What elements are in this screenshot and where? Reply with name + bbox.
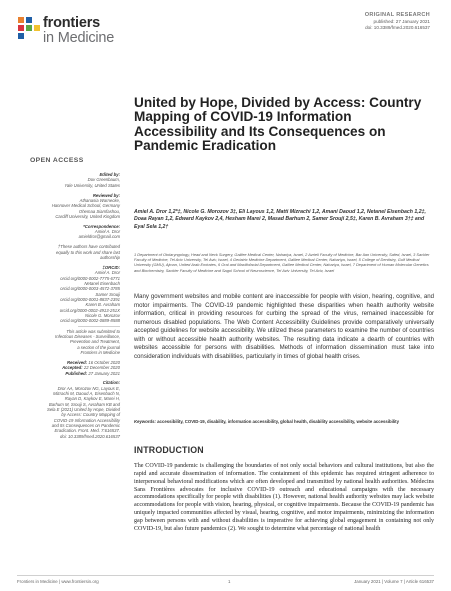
specialty-note: a section of the journal [77,344,120,350]
article-sidebar [28,172,120,439]
keywords [134,419,434,425]
reviewer-name: Ohemaa Siamfashou, [78,208,120,214]
citation-label: Citation: [102,380,120,386]
specialty-note: Frontiers in Medicine [80,349,120,355]
abstract-text: Many government websites and mobile content are inaccessible for people with vision, hearing, cognitive, and motor impairments. The COVID-19 pandemic highlighted these disparities when health authority website information, critical in providing resources for curbing the spread of the virus, remained inaccessible for numerous disabled populations. The Web Content Accessibility Guidelines provide comparatively universally accepted guidelines for website accessibility. We utilized these parameters to examine the number of countries with or without accessible health authority websites. The resulting data indicate a dearth of countries with websites accessible for persons with disabilities. Methods of information dissemination must take into consideration individuals with disabilities, particularly in times of global health crises. [134,293,434,360]
citation-line: COVID-19 Information Accessibility [53,417,120,423]
article-title: United by Hope, Divided by Access: Country Mapping of COVID-19 Information Accessibility and Its Consequences on Pandemic Eradication [134,95,422,154]
page-number: 1 [228,579,231,584]
section-heading-introduction: INTRODUCTION [134,445,204,455]
citation-line: Dror AA, Morozov NG, Layous E, [57,385,120,391]
reviewed-by-label: Reviewed by: [92,192,120,198]
journal-logo[interactable] [17,14,127,46]
orcid-link[interactable]: orcid.org/0000-0002-7775-6771 [60,275,120,281]
equal-contribution-note: †These authors have contributed [57,244,120,250]
equal-contribution-note: authorship [100,254,120,260]
journal-name: frontiers [43,15,101,31]
affiliations: 1 Department of Otolaryngology, Head and Neck Surgery, Galilee Medical Center, Nahariya, Israel, 2 Azrieli Faculty of Medicine, Bar-Ilan University, Safed, Israel, 3 Sackler Faculty of Medicine, Tel Aviv University, Tel Aviv, Israel, 4 Geriatric Medicine Department, Galilee Medical Center, Nahariya, Israel, 5 College of Dentistry, Gulf Medical University (GMU), Ajman, United Arab Emirates, 6 Oral and Maxillofacial Department, Galilee Medical Center, Nahariya, Israel, 7 Department of Human Molecular Genetics and Biochemistry, Sackler Faculty of Medicine and Sagol School of Neuroscience, Tel Aviv University, Tel Aviv, Israel [134,252,430,273]
received-label: Received: [67,359,88,365]
journal-subname: in Medicine [43,30,115,46]
orcid-author: Netanel Eisenbach [84,280,120,286]
received-value: 16 October 2020 [88,359,120,365]
author-list: Amiel A. Dror 1,2*‡, Nicole G. Morozov 3‡, Eli Layous 1,2, Matti Mizrachi 1,2, Amani Daoud 1,2, Netanel Eisenbach 1,2‡, Doaa Rayan 1,2, Edward Kaykov 2,4, Hesham Marei 2, Masad Barhum 2, Samer Srouji 2,5‡, Karen B. Avraham 3†‡ and Eyal Sela 1,2† [134,209,426,230]
orcid-author: Samer Srouji [95,291,120,297]
frontiers-logo-icon [17,16,41,40]
orcid-label: ‡ORCID: [102,264,120,270]
orcid-link[interactable]: orcid.org/0000-0002-0889-8588 [60,318,120,324]
editor-name: Dov Greenbaum, [87,177,120,183]
orcid-link[interactable]: orcid.org/0000-0001-8837-2391 [60,296,120,302]
published-value: 27 January 2021 [88,370,120,376]
citation-line: and Its Consequences on Pandemic [51,423,120,429]
doi-link[interactable]: doi: 10.3389/fmed.2020.616537 [365,24,430,30]
reviewer-affiliation: Hannover Medical School, Germany [51,203,120,209]
specialty-note: Infectious Diseases - Surveillance, [55,333,120,339]
citation-doi[interactable]: doi: 10.3389/fmed.2020.616537 [59,433,120,439]
citation-line: Eradication. Front. Med. 7:616537. [54,428,120,434]
accepted-label: Accepted: [62,365,83,371]
orcid-link[interactable]: orcid.org/0000-0003-4572-3785 [60,286,120,292]
correspondence-email[interactable]: amieldror@gmail.com [78,234,120,240]
citation-line: by Access: Country Mapping of [61,412,120,418]
footer-divider [17,575,434,576]
reviewer-name: Athanasia Warnecke, [79,197,120,203]
orcid-author: Amiel A. Dror [94,270,120,276]
specialty-note: Prevention and Treatment, [69,339,120,345]
edited-by-label: Edited by: [99,172,120,177]
footer-volume-info: January 2021 | Volume 7 | Article 616537 [354,579,434,584]
footer-journal-link[interactable]: Frontiers in Medicine | www.frontiersin.org [17,579,99,584]
editor-affiliation: Yale University, United States [64,182,120,188]
equal-contribution-note: equally to this work and share last [55,249,120,255]
orcid-link[interactable]: orcid.org/0000-0002-4913-251X [59,307,120,313]
citation-line: Mizrachi M, Daoud A, Eisenbach N, [53,391,120,397]
correspondence-label: *Correspondence: [83,223,120,229]
keywords-label: Keywords: [134,419,156,424]
open-access-label: OPEN ACCESS [30,157,84,164]
article-meta [365,13,430,30]
article-type: ORIGINAL RESEARCH [364,12,430,18]
publish-date: published: 27 January 2021 [373,18,430,24]
citation-line: Sela E (2021) United by Hope, Divided [47,407,120,413]
citation-line: Rayan D, Kaykov E, Marei H, [64,396,120,402]
introduction-text: The COVID-19 pandemic is challenging the boundaries of not only social behaviors and cultural institutions, but also the rapid and accurate dissemination of information. The containment of this epidemic has required stringent adherence to interpersonal behavioral modifications which are often developed and transmitted by national health authorities. Médecins Sans Frontières advocates for inclusive COVID-19 outreach and educational campaigns with the necessary accommodations specifically for people with disabilities (1). However, national health authority websites may lack website accommodations for people with vision, hearing, physical, or cognitive impairments. Because the COVID-19 pandemic has uniquely impacted communities affected by visual, hearing, cognitive, and motor impairments, minimizing the information gap between persons with and without disabilities is imperative for achieving global engagement in containing not only COVID-19, but also future pandemics (2). We sought to determine what percentage of national health [134,463,434,532]
keywords-value: accessibility, COVID-19, disability, information accessibility, global health, disability accessibility, website accessibility [157,419,399,424]
accepted-value: 22 December 2020 [83,365,120,371]
orcid-author: Nicole G. Morozov [85,312,120,318]
reviewer-affiliation: Cardiff University, United Kingdom [55,213,120,219]
correspondence-name: Amiel A. Dror [94,229,120,235]
specialty-note: This article was submitted to [66,328,120,334]
citation-line: Barhum M, Srouji S, Avraham KB and [48,401,120,407]
orcid-author: Karen B. Avraham [85,302,120,308]
published-label: Published: [65,370,88,376]
